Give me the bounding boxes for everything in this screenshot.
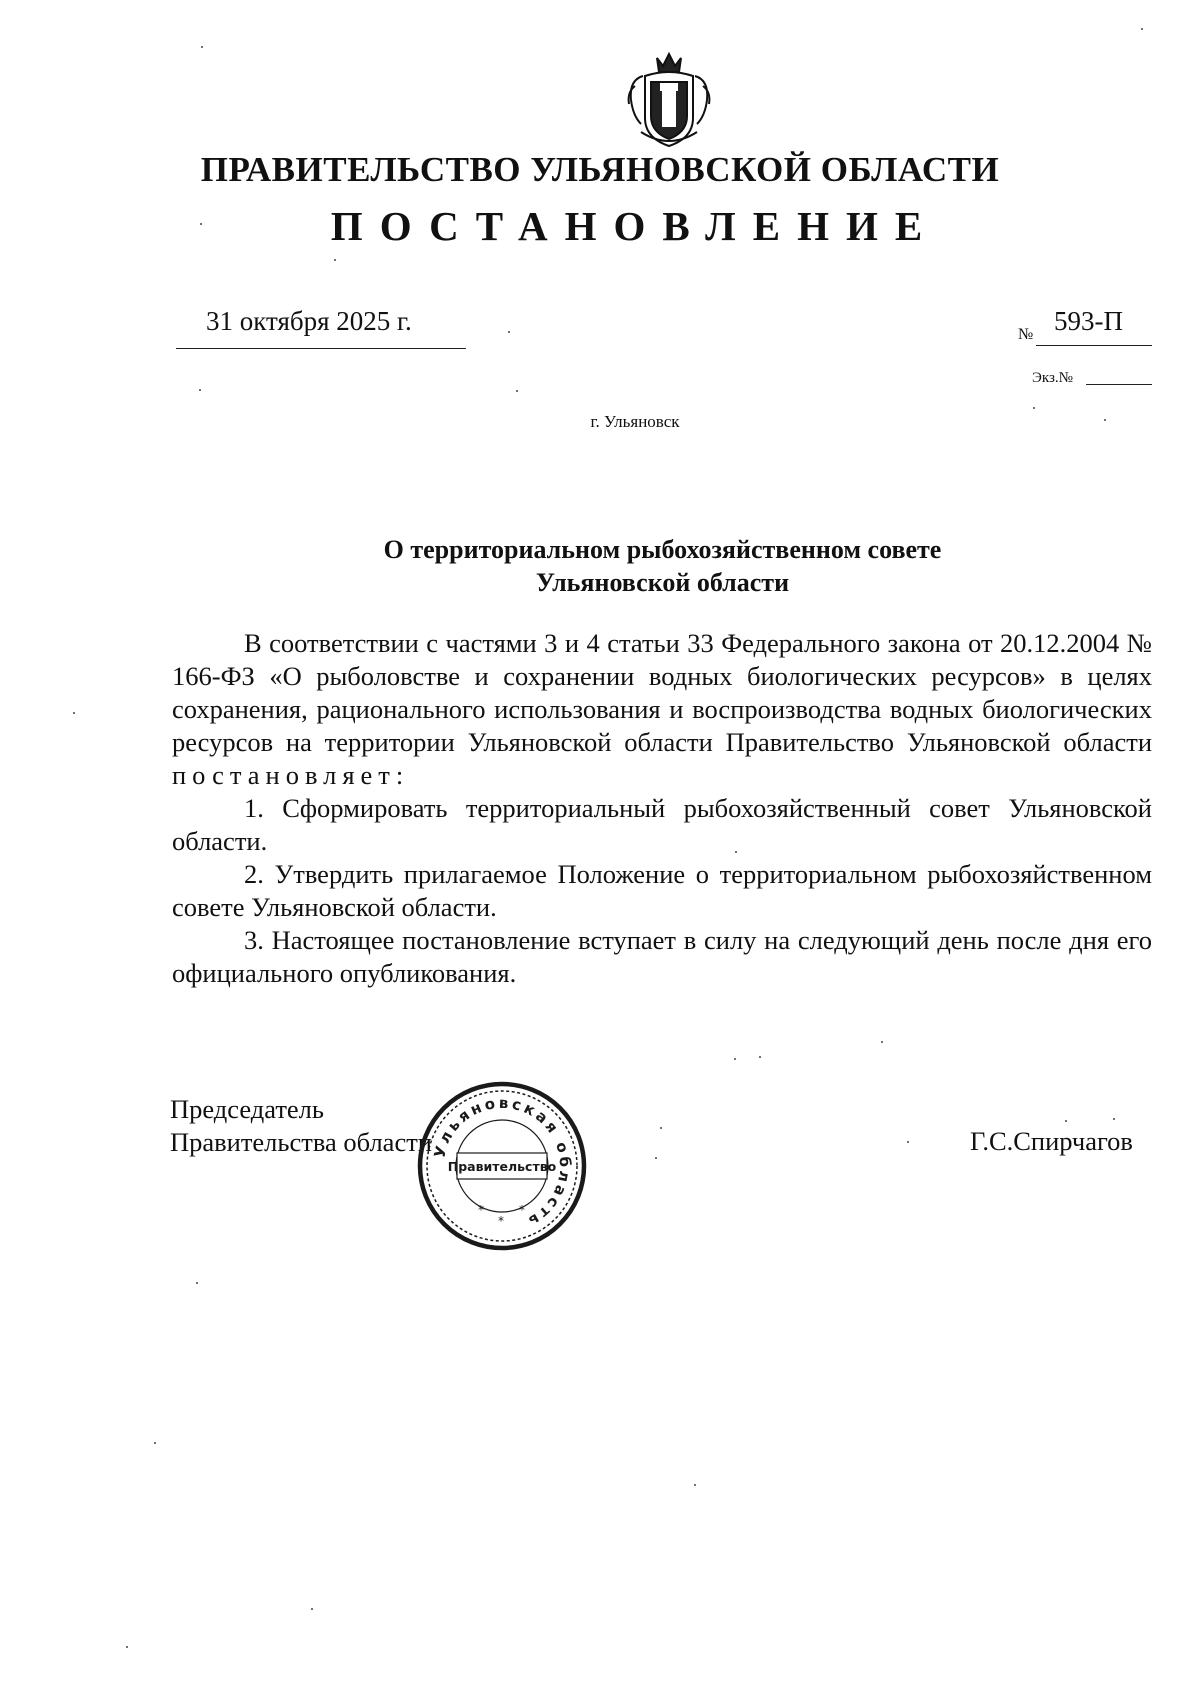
scan-speck [508, 331, 510, 333]
seal-star-icon: * [519, 1203, 525, 1217]
seal-ring-text: Ульяновская область [430, 1093, 575, 1232]
decree-item-2: 2. Утвердить прилагаемое Положение о территориальном рыбохозяйственном совете Ульяновской области. [172, 859, 1152, 922]
scan-speck [516, 390, 518, 392]
number-sign: № [1018, 326, 1034, 343]
scan-speck [655, 1157, 657, 1159]
decree-item-3: 3. Настоящее постановление вступает в силу на следующий день после дня его официального опубликования. [172, 925, 1152, 988]
document-body [172, 627, 1152, 990]
preamble-paragraph [172, 627, 1152, 792]
scan-speck [1033, 407, 1035, 409]
scan-speck [196, 1282, 198, 1284]
seal-star-icon: * [498, 1214, 504, 1228]
scan-speck [201, 46, 203, 48]
preamble-text: В соответствии с частями 3 и 4 статьи 33 Федерального закона от 20.12.2004 № 166-ФЗ «О рыболовстве и сохранении водных биологических ресурсов» в целях сохранения, рационального использования и воспроизводства водных биологических ресурсов на территории Ульяновской области Правительство Ульяновской области [172, 628, 1152, 757]
document-number: 593-П [1054, 306, 1123, 336]
coat-of-arms-icon [621, 46, 717, 152]
scan-speck [126, 1646, 128, 1648]
scan-speck [311, 1608, 313, 1610]
seal-center-text: Правительство [447, 1159, 557, 1174]
document-title [170, 533, 1155, 599]
scan-speck [907, 1141, 909, 1143]
scan-speck [660, 1127, 662, 1129]
scan-speck [73, 712, 75, 714]
decree-word: постановляет [172, 760, 396, 790]
scan-speck [334, 259, 336, 261]
scan-speck [200, 223, 202, 225]
scan-speck [759, 1056, 761, 1058]
number-underline [1036, 345, 1152, 346]
organization-name: ПРАВИТЕЛЬСТВО УЛЬЯНОВСКОЙ ОБЛАСТИ [200, 150, 1000, 189]
scan-speck [154, 1442, 156, 1444]
document-date: 31 октября 2025 г. [206, 306, 412, 336]
scan-speck [1141, 28, 1143, 30]
decree-item-1: 1. Сформировать территориальный рыбохозяйственный совет Ульяновской области. [172, 793, 1152, 856]
scan-speck [1113, 1118, 1115, 1120]
scan-speck [881, 1041, 883, 1043]
scan-speck [734, 1058, 736, 1060]
scan-speck [1104, 419, 1106, 421]
scan-speck [735, 851, 737, 853]
position-line-1: Председатель [170, 1094, 324, 1124]
scan-speck [694, 1484, 696, 1486]
title-line-1: О территориальном рыбохозяйственном совете [383, 535, 942, 564]
title-line-2: Ульяновской области [535, 568, 790, 597]
decree-suffix: : [395, 760, 404, 790]
document-type-heading: ПОСТАНОВЛЕНИЕ [330, 203, 940, 249]
city-name: г. Ульяновск [590, 412, 680, 431]
signatory-name: Г.С.Спирчагов [970, 1126, 1133, 1156]
copy-number-label: Экз.№ [1032, 370, 1073, 386]
scan-speck [1065, 1120, 1067, 1122]
position-line-2: Правительства области [170, 1127, 432, 1157]
signatory-position [170, 1093, 432, 1159]
scan-speck [199, 389, 201, 391]
copy-number-blank [1086, 384, 1152, 385]
date-underline [176, 348, 466, 349]
official-seal [416, 1080, 588, 1252]
seal-star-icon: * [478, 1203, 484, 1217]
